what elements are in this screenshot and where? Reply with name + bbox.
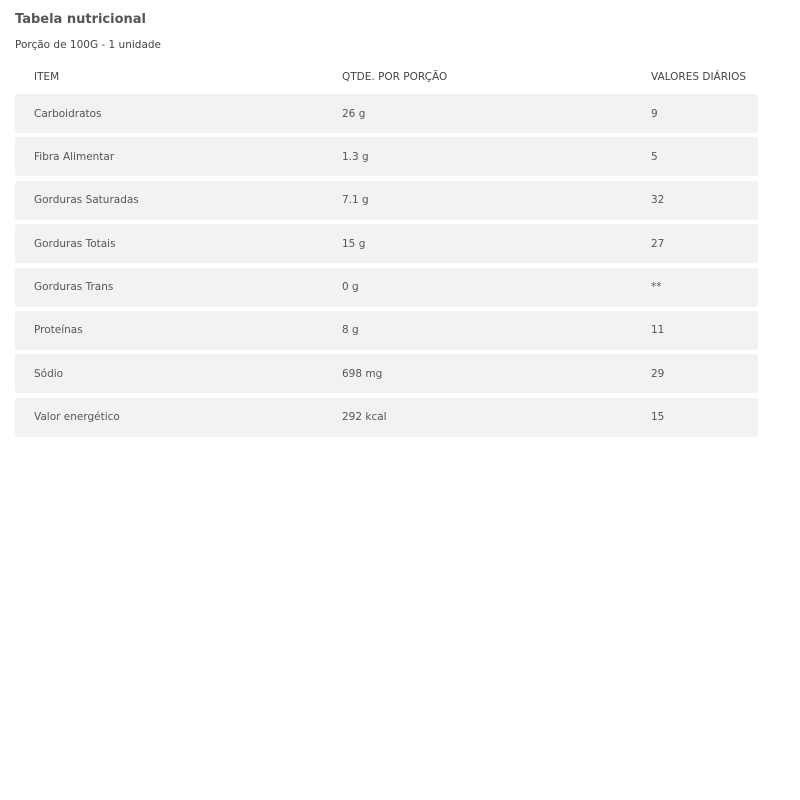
row-item: Proteínas xyxy=(34,324,83,337)
header-daily-values: VALORES DIÁRIOS xyxy=(651,71,747,83)
row-quantity: 698 mg xyxy=(342,367,383,380)
row-quantity: 0 g xyxy=(342,281,359,294)
table-row xyxy=(15,398,758,437)
header-quantity: QTDE. POR PORÇÃO xyxy=(342,71,448,83)
row-daily-value: 9 xyxy=(651,107,658,120)
row-item: Fibra Alimentar xyxy=(34,150,115,163)
table-body xyxy=(15,94,758,441)
row-item: Valor energético xyxy=(34,411,120,424)
row-item: Gorduras Saturadas xyxy=(34,194,139,207)
table-row xyxy=(15,354,758,393)
row-item: Gorduras Totais xyxy=(34,237,116,250)
table-header xyxy=(15,62,758,92)
row-quantity: 26 g xyxy=(342,107,366,120)
page-title: Tabela nutricional xyxy=(15,12,147,27)
table-row xyxy=(15,224,758,263)
nutrition-table xyxy=(15,62,758,424)
row-daily-value: 32 xyxy=(651,194,665,207)
row-daily-value: 5 xyxy=(651,150,658,163)
row-daily-value: ** xyxy=(651,281,662,294)
row-quantity: 15 g xyxy=(342,237,366,250)
row-quantity: 7.1 g xyxy=(342,194,369,207)
serving-size: Porção de 100G - 1 unidade xyxy=(15,39,162,51)
row-item: Sódio xyxy=(34,367,64,380)
table-row xyxy=(15,137,758,176)
row-daily-value: 11 xyxy=(651,324,665,337)
row-daily-value: 27 xyxy=(651,237,665,250)
table-row xyxy=(15,181,758,220)
header-item: ITEM xyxy=(34,71,60,83)
row-daily-value: 29 xyxy=(651,367,665,380)
row-item: Carboidratos xyxy=(34,107,102,120)
table-row xyxy=(15,268,758,307)
row-quantity: 292 kcal xyxy=(342,411,387,424)
table-row xyxy=(15,94,758,133)
row-item: Gorduras Trans xyxy=(34,281,114,294)
row-daily-value: 15 xyxy=(651,411,665,424)
table-row xyxy=(15,311,758,350)
row-quantity: 8 g xyxy=(342,324,359,337)
row-quantity: 1.3 g xyxy=(342,150,369,163)
